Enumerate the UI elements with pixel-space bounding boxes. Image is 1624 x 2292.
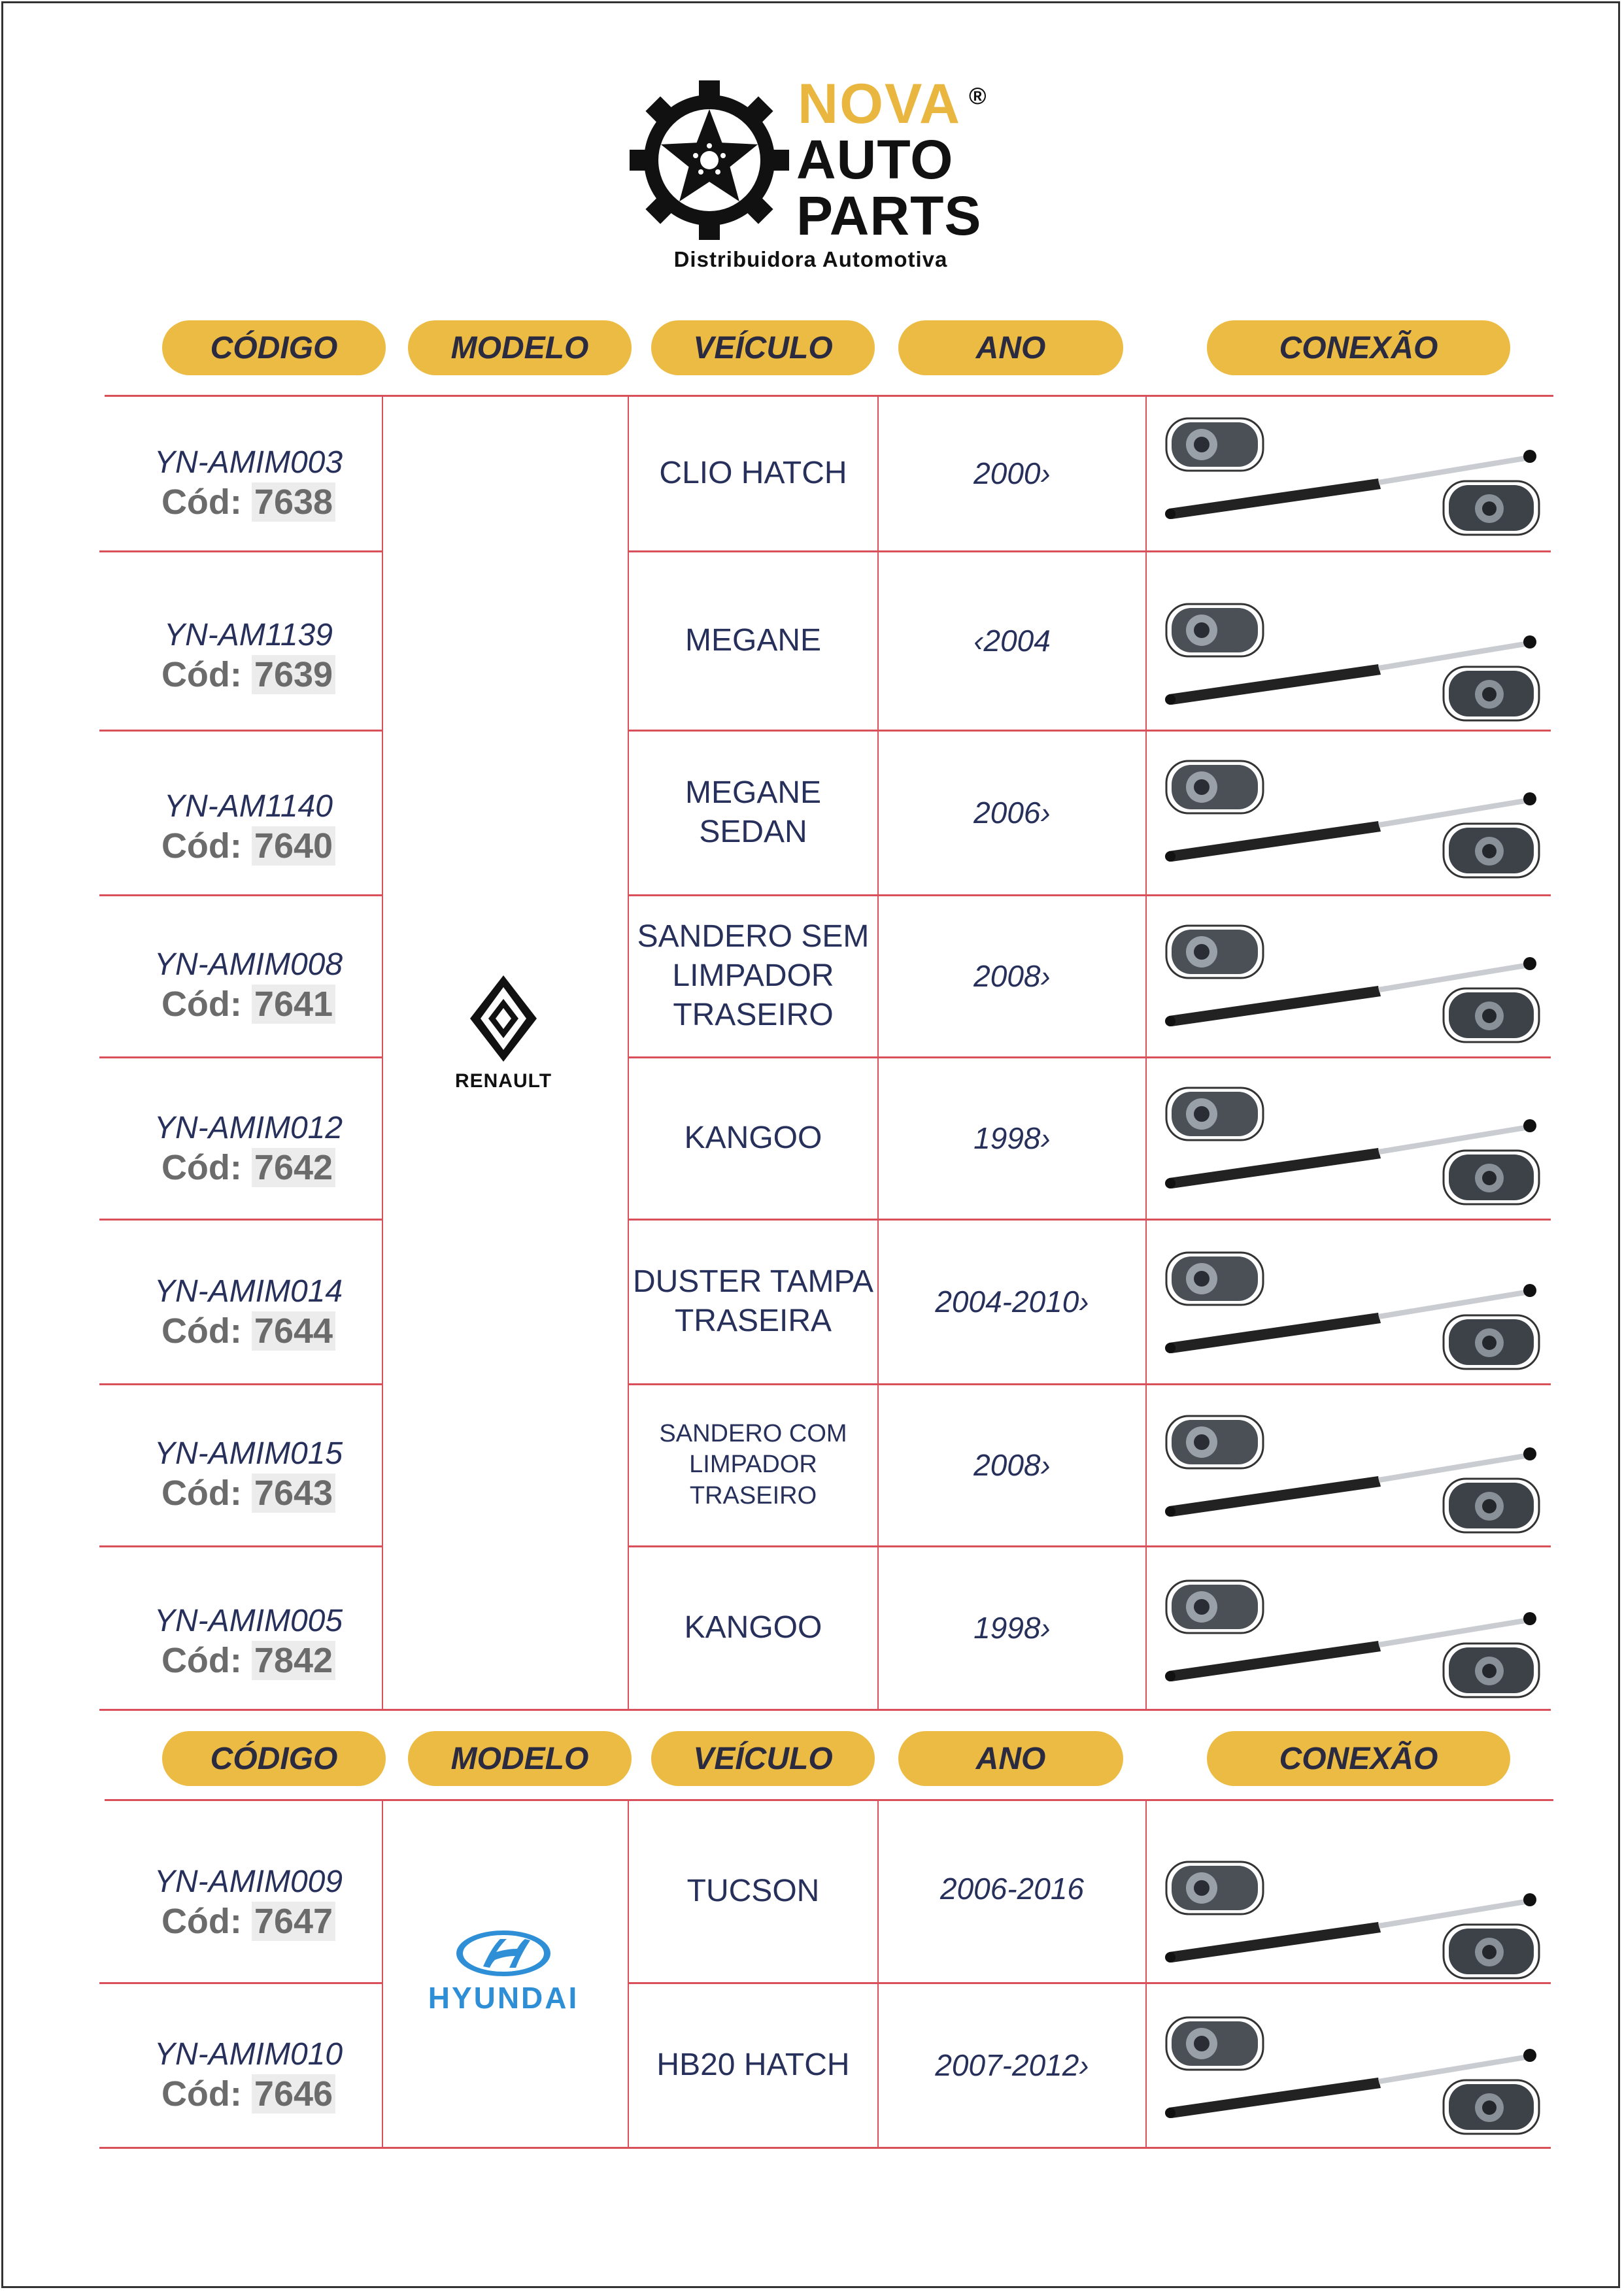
vehicle-name: MEGANE SEDAN	[685, 775, 822, 849]
header-modelo: MODELO	[408, 320, 632, 375]
connection-image-7842	[1162, 1573, 1542, 1704]
header-veiculo: VEÍCULO	[651, 320, 875, 375]
hyundai-row-2-vehicle	[629, 1983, 877, 2147]
cod-number: Cód: 7646	[161, 2073, 335, 2115]
renault-row-5-code-cell	[124, 1097, 373, 1202]
renault-logo	[445, 973, 562, 1097]
header-conexao-2: CONEXÃO	[1207, 1731, 1510, 1786]
renault-row-1-code-cell	[124, 431, 373, 536]
brand-tagline: Distribuidora Automotiva	[673, 247, 948, 271]
hyundai-row-2-year	[879, 1983, 1145, 2147]
renault-row-7-vehicle	[647, 1385, 859, 1545]
renault-row-8-vehicle	[629, 1547, 877, 1709]
connection-image-7643	[1162, 1408, 1542, 1539]
renault-row-5-vehicle	[629, 1058, 877, 1219]
renault-row-3-year	[879, 731, 1145, 894]
year-range: 2000›	[973, 456, 1051, 490]
product-code: YN-AMIM012	[154, 1110, 343, 1145]
product-code: YN-AMIM015	[154, 1436, 343, 1471]
gas-strut-icon	[1162, 2010, 1542, 2140]
product-code: YN-AMIM010	[154, 2036, 343, 2072]
renault-row-2-code-cell	[124, 604, 373, 709]
hyundai-row-1-vehicle	[629, 1800, 877, 1982]
renault-row-4-code-cell	[124, 934, 373, 1038]
cod-number: Cód: 7641	[161, 983, 335, 1026]
cod-number: Cód: 7643	[161, 1472, 335, 1515]
gas-strut-icon	[1162, 411, 1542, 541]
year-range: 2007-2012›	[935, 2048, 1089, 2082]
connection-image-7641	[1162, 918, 1542, 1049]
renault-row-6-code-cell	[124, 1260, 373, 1365]
cod-number: Cód: 7642	[161, 1147, 335, 1189]
cod-number: Cód: 7647	[161, 1900, 335, 1943]
hyundai-logo	[425, 1929, 582, 2027]
vehicle-name: SANDERO COM LIMPADOR TRASEIRO	[659, 1419, 847, 1509]
header-ano-2: ANO	[898, 1731, 1123, 1786]
gas-strut-icon	[1162, 596, 1542, 727]
gas-strut-icon	[1162, 1245, 1542, 1375]
year-range: ‹2004	[973, 624, 1051, 658]
vehicle-name: SANDERO SEM LIMPADOR TRASEIRO	[637, 919, 870, 1032]
cod-number: Cód: 7842	[161, 1640, 335, 1682]
vehicle-name: KANGOO	[684, 1610, 822, 1645]
gas-strut-icon	[1162, 753, 1542, 884]
gas-strut-icon	[1162, 1854, 1542, 1985]
product-code: YN-AMIM014	[154, 1273, 343, 1309]
product-code: YN-AM1139	[164, 617, 333, 652]
year-range: 1998›	[973, 1121, 1051, 1155]
renault-row-6-vehicle	[630, 1220, 876, 1383]
renault-row-5-year	[879, 1058, 1145, 1219]
year-range: 2006-2016	[940, 1872, 1084, 1906]
renault-row-6-year	[879, 1220, 1145, 1383]
renault-diamond-icon	[467, 973, 539, 1064]
header-codigo-2: CÓDIGO	[162, 1731, 386, 1786]
gas-strut-icon	[1162, 1080, 1542, 1211]
header-conexao: CONEXÃO	[1207, 320, 1510, 375]
connection-image-7639	[1162, 596, 1542, 727]
nova-auto-parts-logo	[628, 72, 1007, 281]
hyundai-label: HYUNDAI	[428, 1981, 579, 2015]
gas-strut-icon	[1162, 918, 1542, 1049]
renault-row-8-code-cell	[124, 1590, 373, 1694]
renault-row-3-code-cell	[124, 775, 373, 880]
connection-image-7646	[1162, 2010, 1542, 2140]
renault-row-1-year	[879, 396, 1145, 550]
gas-strut-icon	[1162, 1573, 1542, 1704]
renault-row-4-year	[879, 896, 1145, 1056]
renault-label: RENAULT	[454, 1070, 552, 1092]
connection-image-7640	[1162, 753, 1542, 884]
connection-image-7642	[1162, 1080, 1542, 1211]
hyundai-h-icon	[454, 1929, 552, 1978]
connection-image-7638	[1162, 411, 1542, 541]
product-code: YN-AMIM009	[154, 1864, 343, 1899]
renault-row-7-code-cell	[124, 1423, 373, 1527]
product-code: YN-AM1140	[164, 788, 333, 824]
year-range: 2008›	[973, 959, 1051, 993]
product-code: YN-AMIM008	[154, 947, 343, 982]
renault-row-3-vehicle	[654, 731, 853, 894]
vehicle-name: HB20 HATCH	[656, 2048, 850, 2082]
gear-wheel-icon	[628, 78, 791, 242]
vehicle-name: DUSTER TAMPA TRASEIRA	[632, 1264, 874, 1338]
vehicle-name: TUCSON	[686, 1874, 820, 1908]
brand-auto: AUTO	[796, 129, 954, 190]
vehicle-name: KANGOO	[684, 1121, 822, 1155]
renault-row-2-vehicle	[629, 552, 877, 730]
year-range: 2006›	[973, 796, 1051, 830]
renault-row-4-vehicle	[634, 896, 872, 1056]
vehicle-name: MEGANE	[685, 623, 822, 658]
header-codigo: CÓDIGO	[162, 320, 386, 375]
header-modelo-2: MODELO	[408, 1731, 632, 1786]
vehicle-name: CLIO HATCH	[659, 456, 847, 490]
hyundai-row-1-code-cell	[124, 1847, 373, 1959]
hyundai-row-2-code-cell	[124, 2020, 373, 2131]
brand-parts: PARTS	[796, 185, 982, 246]
header-veiculo-2: VEÍCULO	[651, 1731, 875, 1786]
cod-number: Cód: 7638	[161, 481, 335, 524]
renault-row-2-year	[879, 552, 1145, 730]
registered-mark: ®	[969, 82, 987, 109]
renault-row-7-year	[879, 1385, 1145, 1545]
cod-number: Cód: 7639	[161, 654, 335, 696]
cod-number: Cód: 7644	[161, 1310, 335, 1353]
year-range: 2008›	[973, 1448, 1051, 1482]
brand-nova: NOVA	[798, 73, 962, 135]
header-ano: ANO	[898, 320, 1123, 375]
year-range: 1998›	[973, 1611, 1051, 1645]
year-range: 2004-2010›	[935, 1285, 1089, 1319]
renault-row-1-vehicle	[629, 396, 877, 550]
product-code: YN-AMIM003	[154, 445, 343, 480]
cod-number: Cód: 7640	[161, 825, 335, 868]
product-code: YN-AMIM005	[154, 1603, 343, 1638]
gas-strut-icon	[1162, 1408, 1542, 1539]
hyundai-row-1-year	[879, 1800, 1145, 1977]
connection-image-7644	[1162, 1245, 1542, 1375]
connection-image-7647	[1162, 1854, 1542, 1985]
renault-row-8-year	[879, 1547, 1145, 1709]
